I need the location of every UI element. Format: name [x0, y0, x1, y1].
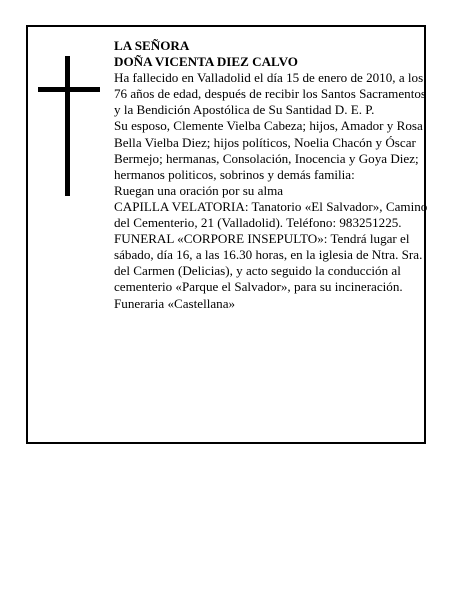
funeral-details: FUNERAL «CORPORE INSEPULTO»: Tendrá lugar el sábado, día 16, a las 16.30 horas, en la iglesia de Ntra. Sra. del Carmen (Delicias), y acto seguido la conducción al cementerio «Parque el Salvador», para su incineración. [114, 231, 423, 295]
funeral-home: Funeraria «Castellana» [114, 295, 236, 311]
death-announcement: Ha fallecido en Valladolid el día 15 de enero de 2010, a los 76 años de edad, después de recibir los Santos Sacramentos y la Bendición Apostólica de Su Santidad D. E. P. [114, 70, 426, 118]
cross-horizontal-bar [38, 87, 100, 92]
cross-icon [38, 56, 100, 196]
cross-vertical-bar [65, 56, 70, 196]
family-list: Su esposo, Clemente Vielba Cabeza; hijos, Amador y Rosa Bella Vielba Diez; hijos políticos, Noelia Chacón y Óscar Bermejo; hermanas, Consolación, Inocencia y Goya Diez; hermanos politicos, sobrinos y demás familia: [114, 118, 423, 182]
chapel-details: CAPILLA VELATORIA: Tanatorio «El Salvador», Camino del Cementerio, 21 (Valladolid). Teléfono: 983251225. [114, 198, 428, 231]
prayer-request: Ruegan una oración por su alma [114, 182, 284, 198]
deceased-name: DOÑA VICENTA DIEZ CALVO [114, 54, 298, 70]
obituary-text [114, 38, 428, 312]
deceased-title: LA SEÑORA [114, 38, 190, 53]
